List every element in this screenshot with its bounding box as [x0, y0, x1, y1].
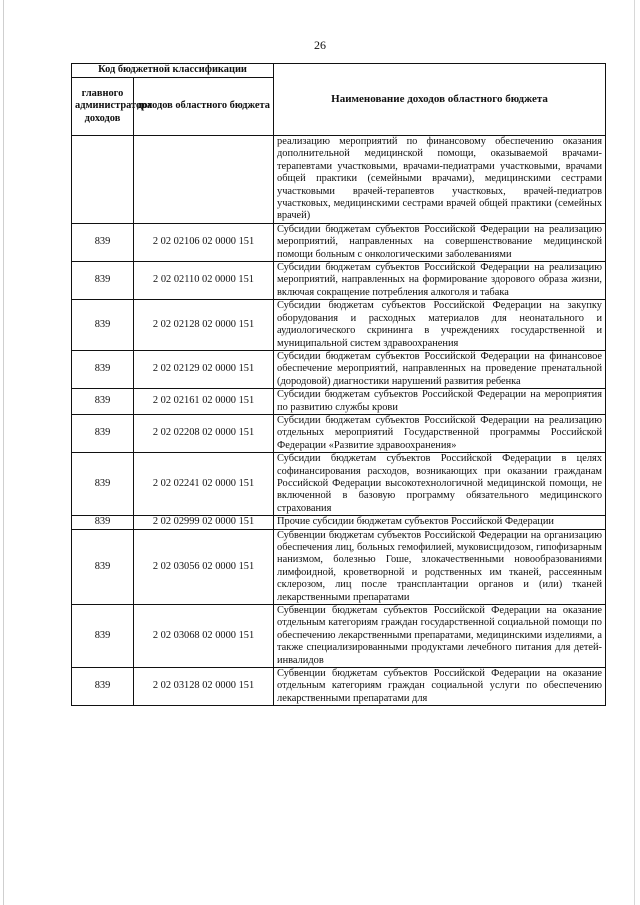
admin-code-cell: 839	[72, 414, 134, 452]
table-row	[72, 414, 606, 452]
table-row	[72, 389, 606, 415]
income-name-cell: Субвенции бюджетам субъектов Российской Федерации на оказание отдельным категориям граждан государственной социальной помощи по обеспечению лекарственными препаратами, медицинскими изделиями, а также специализированными продуктами лечебного питания для детей-инвалидов	[274, 605, 606, 668]
income-code-cell: 2 02 02241 02 0000 151	[134, 453, 274, 516]
admin-code-cell: 839	[72, 453, 134, 516]
income-name-cell: Субвенции бюджетам субъектов Российской Федерации на оказание отдельным категориям граждан социальной услуги по обеспечению лекарственными препаратами для	[274, 668, 606, 706]
table-row	[72, 529, 606, 604]
income-name-cell: Прочие субсидии бюджетам субъектов Российской Федерации	[274, 516, 606, 529]
income-name-cell: Субсидии бюджетам субъектов Российской Федерации в целях софинансирования расходов, возникающих при оказании гражданам Российской Федерации высокотехнологичной медицинской помощи, не включенной в базовую программу обязательного медицинского страхования	[274, 453, 606, 516]
page-number: 26	[314, 38, 326, 52]
admin-code-cell: 839	[72, 350, 134, 388]
income-name-cell: Субвенции бюджетам субъектов Российской Федерации на организацию обеспечения лиц, больных гемофилией, муковисцидозом, гипофизарным нанизмом, болезнью Гоше, злокачественными новообразованиями лимфоидной, кроветворной и родственных им тканей, рассеянным склерозом, лиц после трансплантации органов и (или) тканей лекарственными препаратами	[274, 529, 606, 604]
income-code-cell: 2 02 03068 02 0000 151	[134, 605, 274, 668]
admin-code-cell: 839	[72, 516, 134, 529]
income-name-cell: Субсидии бюджетам субъектов Российской Федерации на реализацию отдельных мероприятий Государственной программы Российской Федерации «Развитие здравоохранения»	[274, 414, 606, 452]
income-code-cell: 2 02 03056 02 0000 151	[134, 529, 274, 604]
table-row	[72, 300, 606, 351]
table-row	[72, 262, 606, 300]
admin-code-cell: 839	[72, 223, 134, 261]
income-code-cell: 2 02 02110 02 0000 151	[134, 262, 274, 300]
header-budget-code-group: Код бюджетной классификации	[72, 64, 274, 78]
table-row	[72, 350, 606, 388]
header-income-code: доходов областного бюджета	[134, 78, 274, 136]
table-row	[72, 223, 606, 261]
table-row	[72, 605, 606, 668]
income-code-cell: 2 02 02208 02 0000 151	[134, 414, 274, 452]
admin-code-cell: 839	[72, 389, 134, 415]
income-code-cell: 2 02 02999 02 0000 151	[134, 516, 274, 529]
income-code-cell: 2 02 02129 02 0000 151	[134, 350, 274, 388]
header-income-name: Наименование доходов областного бюджета	[274, 64, 606, 136]
table-row	[72, 453, 606, 516]
income-code-cell: 2 02 02161 02 0000 151	[134, 389, 274, 415]
income-name-cell: Субсидии бюджетам субъектов Российской Федерации на реализацию мероприятий, направленных на совершенствование медицинской помощи больным с онкологическими заболеваниями	[274, 223, 606, 261]
table-row	[72, 668, 606, 706]
income-name-cell: реализацию мероприятий по финансовому обеспечению оказания дополнительной медицинской помощи, оказываемой врачами-терапевтами участковыми, врачами-педиатрами участковыми, врачами общей практики (семейными врачами), медицинскими сестрами участковыми врачей-терапевтов участковых, врачей-педиатров участковых, медицинскими сестрами врачей общей практики (семейных врачей)	[274, 136, 606, 224]
admin-code-cell: 839	[72, 529, 134, 604]
admin-code-cell: 839	[72, 668, 134, 706]
admin-code-cell: 839	[72, 605, 134, 668]
income-name-cell: Субсидии бюджетам субъектов Российской Федерации на финансовое обеспечение мероприятий, направленных на проведение пренатальной (дородовой) диагностики нарушений развития ребенка	[274, 350, 606, 388]
table-row	[72, 136, 606, 224]
income-code-cell: 2 02 02128 02 0000 151	[134, 300, 274, 351]
income-name-cell: Субсидии бюджетам субъектов Российской Федерации на мероприятия по развитию службы крови	[274, 389, 606, 415]
income-name-cell: Субсидии бюджетам субъектов Российской Федерации на реализацию мероприятий, направленных на формирование здорового образа жизни, включая сокращение потребления алкоголя и табака	[274, 262, 606, 300]
income-code-cell: 2 02 03128 02 0000 151	[134, 668, 274, 706]
income-name-cell: Субсидии бюджетам субъектов Российской Федерации на закупку оборудования и расходных материалов для неонатального и аудиологического скрининга в учреждениях государственной и муниципальной систем здравоохранения	[274, 300, 606, 351]
table-row	[72, 516, 606, 529]
admin-code-cell: 839	[72, 262, 134, 300]
income-code-cell	[134, 136, 274, 224]
scan-edge-right	[634, 0, 635, 905]
admin-code-cell: 839	[72, 300, 134, 351]
scan-edge-left	[3, 0, 4, 905]
income-code-cell: 2 02 02106 02 0000 151	[134, 223, 274, 261]
admin-code-cell	[72, 136, 134, 224]
header-main-administrator: главного администратора доходов	[72, 78, 134, 136]
budget-classification-table	[71, 63, 606, 706]
